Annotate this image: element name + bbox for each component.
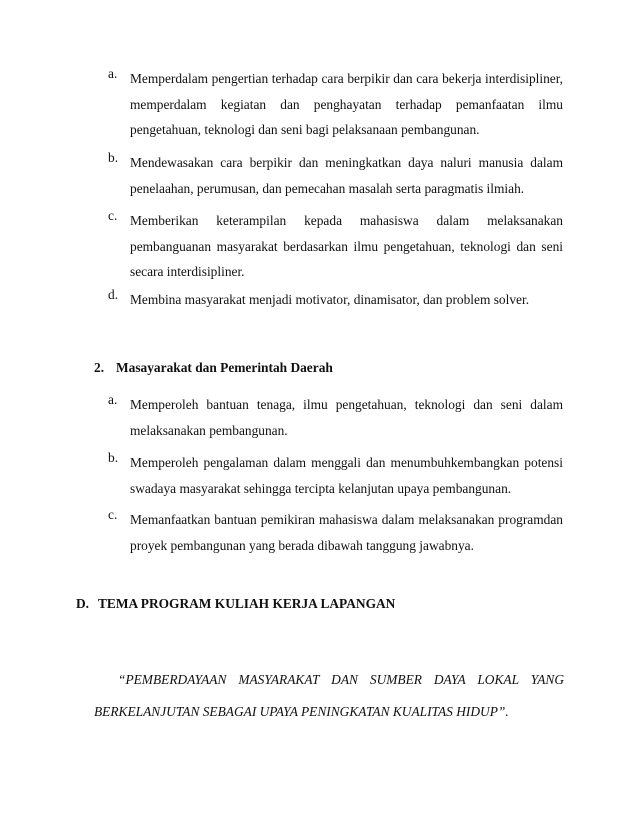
list-marker: c. [108, 208, 118, 223]
list-marker: b. [108, 450, 119, 465]
list-item-text: Memperoleh bantuan tenaga, ilmu pengetahuan, teknologi dan seni dalam melaksanakan pembangunan. [130, 397, 563, 438]
list-marker: a. [108, 392, 118, 407]
list-item-2a [108, 392, 563, 443]
program-theme-line-2: BERKELANJUTAN SEBAGAI UPAYA PENINGKATAN KUALITAS HIDUP”. [94, 704, 509, 719]
section-2-heading [94, 360, 333, 376]
section-2-number: 2. [94, 360, 105, 375]
list-item-2b [108, 450, 563, 501]
list-item-text: Membina masyarakat menjadi motivator, dinamisator, dan problem solver. [130, 292, 530, 307]
list-item-text: Memperoleh pengalaman dalam menggali dan menumbuhkembangkan potensi swadaya masyarakat sehingga tercipta kelanjutan upaya pembangunan. [130, 455, 563, 496]
list-item-1c [108, 208, 563, 285]
list-item-text: Memanfaatkan bantuan pemikiran mahasiswa dalam melaksanakan programdan proyek pembangunan yang berada dibawah tanggung jawabnya. [130, 512, 563, 553]
program-theme-line-1: “PEMBERDAYAAN MASYARAKAT DAN SUMBER DAYA LOKAL YANG [118, 672, 564, 687]
list-marker: b. [108, 150, 119, 165]
section-d-letter: D. [76, 596, 90, 611]
section-d-heading [76, 596, 395, 612]
list-marker: a. [108, 66, 118, 81]
list-item-1d [108, 287, 563, 313]
list-marker: d. [108, 287, 119, 302]
list-item-2c [108, 507, 563, 558]
list-item-text: Memberikan keterampilan kepada mahasiswa dalam melaksanakan pembanguanan masyarakat berdasarkan ilmu pengetahuan, teknologi dan seni secara interdisipliner. [130, 213, 563, 279]
section-2-title: Masayarakat dan Pemerintah Daerah [116, 360, 333, 375]
list-item-text: Memperdalam pengertian terhadap cara berpikir dan cara bekerja interdisipliner, memperdalam kegiatan dan penghayatan terhadap pemanfaatan ilmu pengetahuan, teknologi dan seni bagi pelaksanaan pembangunan. [130, 71, 563, 137]
list-marker: c. [108, 507, 118, 522]
list-item-text: Mendewasakan cara berpikir dan meningkatkan daya naluri manusia dalam penelaahan, perumusan, dan pemecahan masalah serta paragmatis ilmiah. [130, 155, 563, 196]
list-item-1a [108, 66, 563, 143]
program-theme [94, 664, 564, 728]
section-d-title: TEMA PROGRAM KULIAH KERJA LAPANGAN [98, 596, 396, 611]
list-item-1b [108, 150, 563, 201]
